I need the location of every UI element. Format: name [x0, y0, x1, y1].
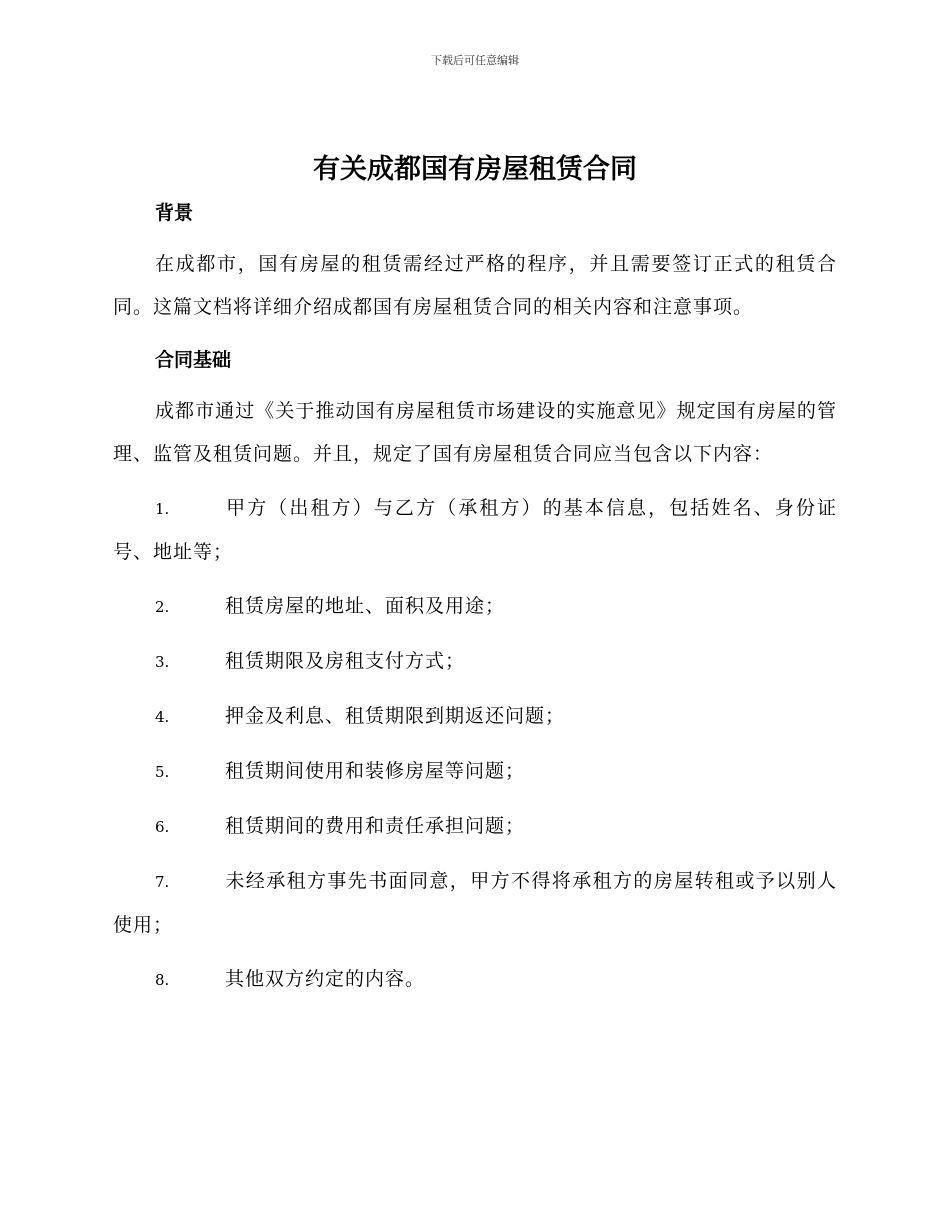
list-item: [113, 585, 837, 629]
list-item: [113, 805, 837, 849]
list-item-text: 租赁房屋的地址、面积及用途；: [225, 595, 506, 617]
list-item-number: 4.: [155, 708, 170, 726]
list-item-number: 8.: [155, 971, 170, 989]
list-item: [113, 695, 837, 739]
section-heading-background: 背景: [155, 202, 194, 224]
document-body: [113, 193, 837, 1002]
list-item-text: 租赁期间使用和装修房屋等问题；: [225, 760, 526, 782]
section-heading-contract-basis: 合同基础: [155, 349, 232, 371]
list-item-number: 2.: [155, 598, 170, 616]
list-item: [113, 958, 837, 1002]
contract-basis-paragraph: 成都市通过《关于推动国有房屋租赁市场建设的实施意见》规定国有房屋的管理、监管及租赁问题。并且，规定了国有房屋租赁合同应当包含以下内容：: [113, 400, 837, 465]
list-item-text: 租赁期限及房租支付方式；: [225, 650, 466, 672]
list-item-text: 甲方（出租方）与乙方（承租方）的基本信息，包括姓名、身份证号、地址等；: [113, 497, 837, 563]
background-paragraph: 在成都市，国有房屋的租赁需经过严格的程序，并且需要签订正式的租赁合同。这篇文档将详细介绍成都国有房屋租赁合同的相关内容和注意事项。: [113, 253, 837, 318]
list-item-text: 押金及利息、租赁期限到期返还问题；: [225, 705, 566, 727]
list-item-number: 6.: [155, 818, 170, 836]
list-item: [113, 750, 837, 794]
list-item-number: 7.: [155, 873, 170, 891]
list-item-number: 5.: [155, 763, 170, 781]
contract-contents-list: [113, 487, 837, 1002]
list-item: [113, 860, 837, 947]
list-item-text: 其他双方约定的内容。: [225, 968, 426, 990]
list-item-number: 1.: [155, 500, 170, 518]
list-item: [113, 640, 837, 684]
list-item: [113, 487, 837, 574]
document-title: 有关成都国有房屋租赁合同: [313, 154, 637, 185]
header-note: 下载后可任意编辑: [431, 54, 519, 67]
list-item-text: 未经承租方事先书面同意，甲方不得将承租方的房屋转租或予以别人使用；: [113, 870, 837, 936]
list-item-number: 3.: [155, 653, 170, 671]
list-item-text: 租赁期间的费用和责任承担问题；: [225, 815, 526, 837]
